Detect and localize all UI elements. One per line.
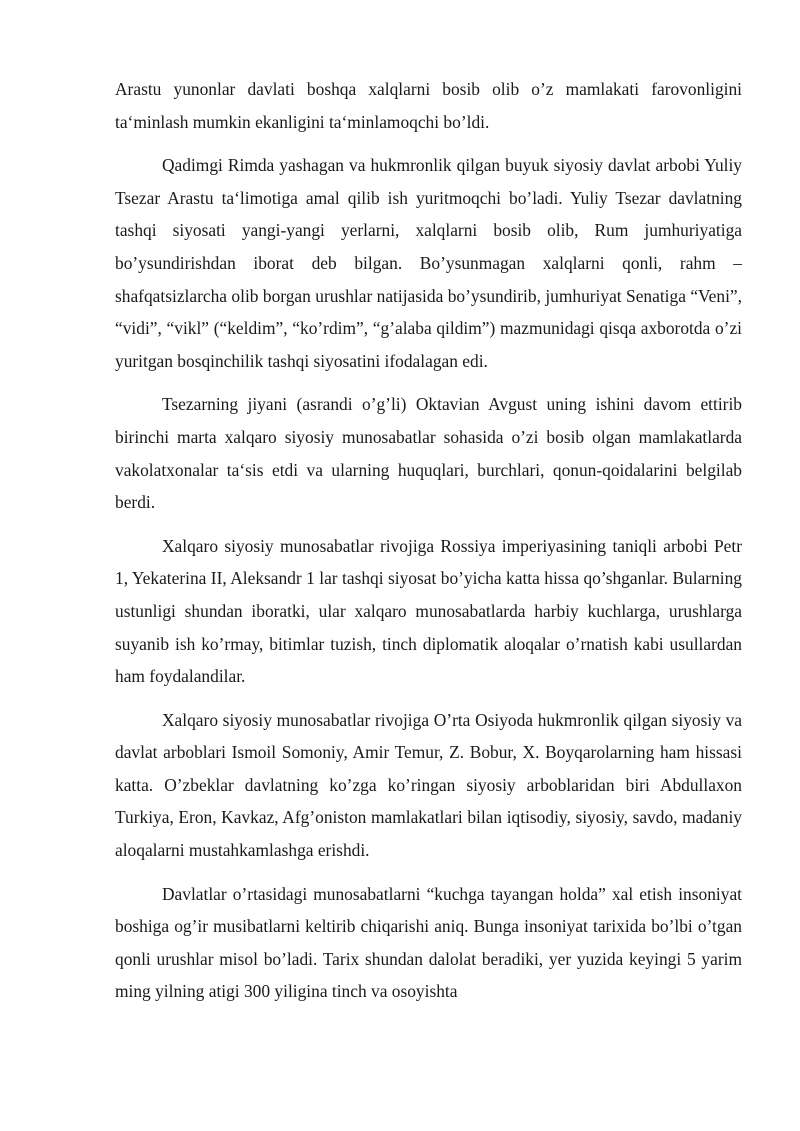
paragraph-4: Xalqaro siyosiy munosabatlar rivojiga Rossiya imperiyasining taniqli arbobi Petr 1, Yekaterina II, Aleksandr 1 lar tashqi siyosat bo’yicha katta hissa qo’shganlar. Bularning ustunligi shundan iboratki, ular xalqaro munosabatlarda harbiy kuchlarga, urushlarga suyanib ish ko’rmay, bitimlar tuzish, tinch diplomatik aloqalar o’rnatish kabi usullardan ham foydalandilar. <box>115 535 742 687</box>
paragraph-6: Davlatlar o’rtasidagi munosabatlarni “kuchga tayangan holda” xal etish insoniyat boshiga og’ir musibatlarni keltirib chiqarishi aniq. Bunga insoniyat tarixida bo’lbi o’tgan qonli urushlar misol bo’ladi. Tarix shundan dalolat beradiki, yer yuzida keyingi 5 yarim ming yilning atigi 300 yiligina tinch va osoyishta <box>115 883 742 1002</box>
paragraph-1: Arastu yunonlar davlati boshqa xalqlarni bosib olib o’z mamlakati farovonligini ta‘minlash mumkin ekanligini ta‘minlamoqchi bo’ldi. <box>115 79 742 132</box>
paragraph-5: Xalqaro siyosiy munosabatlar rivojiga O’rta Osiyoda hukmronlik qilgan siyosiy va davlat arboblari Ismoil Somoniy, Amir Temur, Z. Bobur, X. Boyqarolarning ham hissasi katta. O’zbeklar davlatning ko’zga ko’ringan siyosiy arboblaridan biri Abdullaxon Turkiya, Eron, Kavkaz, Afg’oniston mamlakatlari bilan iqtisodiy, siyosiy, savdo, madaniy aloqalarni mustahkamlashga erishdi. <box>115 709 742 861</box>
paragraph-3: Tsezarning jiyani (asrandi o’g’li) Oktavian Avgust uning ishini davom ettirib birinchi marta xalqaro siyosiy munosabatlar sohasida o’zi bosib olgan mamlakatlarda vakolatxonalar ta‘sis etdi va ularning huquqlari, burchlari, qonun-qoidalarini belgilab berdi. <box>115 394 742 513</box>
document-body <box>115 73 742 1019</box>
paragraph-2: Qadimgi Rimda yashagan va hukmronlik qilgan buyuk siyosiy davlat arbobi Yuliy Tsezar Arastu ta‘limotiga amal qilib ish yuritmoqchi bo’ladi. Yuliy Tsezar davlatning tashqi siyosati yangi-yangi yerlarni, xalqlarni bosib olib, Rum jumhuriyatiga bo’ysundirishdan iborat deb bilgan. Bo’ysunmagan xalqlarni qonli, rahm – shafqatsizlarcha olib borgan urushlar natijasida bo’ysundirib, jumhuriyat Senatiga “Veni”, “vidi”, “vikl” (“keldim”, “ko’rdim”, “g’alaba qildim”) mazmunidagi qisqa axborotda o’zi yuritgan bosqinchilik tashqi siyosatini ifodalagan edi. <box>115 155 742 371</box>
